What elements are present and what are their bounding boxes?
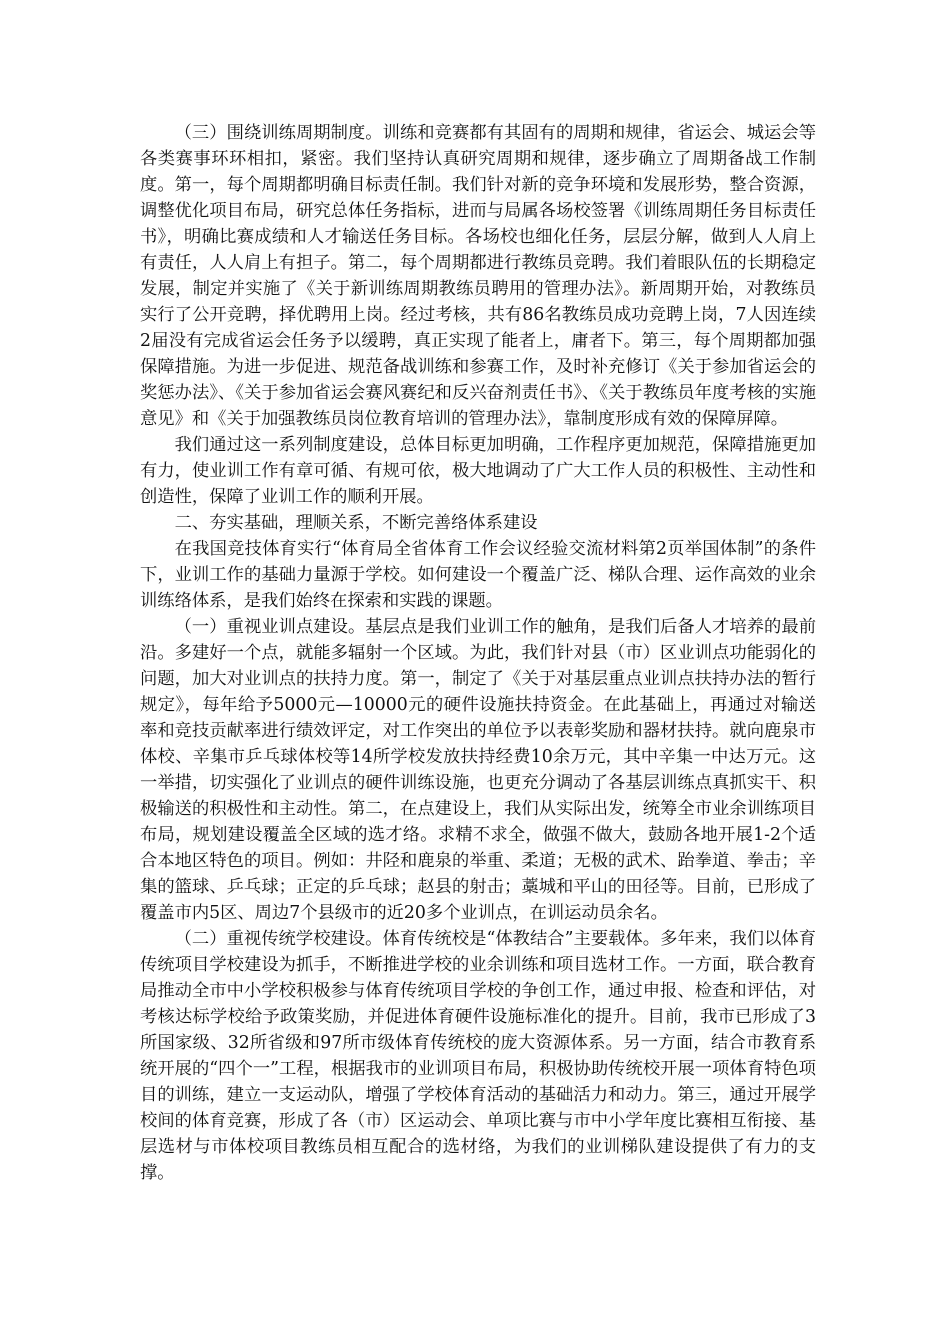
paragraph-national-system: 在我国竞技体育实行“体育局全省体育工作会议经验交流材料第2页举国体制”的条件下，业训工作的基础力量源于学校。如何建设一个覆盖广泛、梯队合理、运作高效的业余训练络体系，是我们始终在探索和实践的课题。 [140,539,816,611]
paragraph-training-points: （一）重视业训点建设。基层点是我们业训工作的触角，是我们后备人才培养的最前沿。多建好一个点，就能多辐射一个区域。为此，我们针对县（市）区业训点功能弱化的问题，加大对业训点的扶持力度。第一，制定了《关于对基层重点业训点扶持办法的暂行规定》，每年给予5000元—10000元的硬件设施扶持资金。在此基础上，再通过对输送率和竞技贡献率进行绩效评定，对工作突出的单位予以表彰奖励和器材扶持。就向鹿泉市体校、辛集市乒乓球体校等14所学校发放扶持经费10余万元，其中辛集一中达万元。这一举措，切实强化了业训点的硬件训练设施，也更充分调动了各基层训练点真抓实干、积极输送的积极性和主动性。第二，在点建设上，我们从实际出发，统筹全市业余训练项目布局，规划建设覆盖全区域的选才络。求精不求全，做强不做大，鼓励各地开展1-2个适合本地区特色的项目。例如：井陉和鹿泉的举重、柔道；无极的武术、跆拳道、拳击；辛集的篮球、乒乓球；正定的乒乓球；赵县的射击；藁城和平山的田径等。目前，已形成了覆盖市内5区、周边7个县级市的近20多个业训点，在训运动员余名。 [140,617,816,923]
paragraph-traditional-schools: （二）重视传统学校建设。体育传统校是“体教结合”主要载体。多年来，我们以体育传统项目学校建设为抓手，不断推进学校的业余训练和项目选材工作。一方面，联合教育局推动全市中小学校积极参与体育传统项目学校的争创工作，通过申报、检查和评估，对考核达标学校给予政策奖励，并促进体育硬件设施标准化的提升。目前，我市已形成了3所国家级、32所省级和97所市级体育传统校的庞大资源体系。另一方面，结合市教育系统开展的“四个一”工程，根据我市的业训项目布局，积极协助传统校开展一项体育特色项目的训练，建立一支运动队，增强了学校体育活动的基础活力和动力。第三，通过开展学校间的体育竞赛，形成了各（市）区运动会、单项比赛与市中小学年度比赛相互衔接、基层选材与市体校项目教练员相互配合的选材络，为我们的业训梯队建设提供了有力的支撑。 [140,929,816,1183]
document-body [140,120,816,1186]
paragraph-training-cycle: （三）围绕训练周期制度。训练和竞赛都有其固有的周期和规律，省运会、城运会等各类赛事环环相扣，紧密。我们坚持认真研究周期和规律，逐步确立了周期备战工作制度。第一，每个周期都明确目标责任制。我们针对新的竞争环境和发展形势，整合资源，调整优化项目布局，研究总体任务指标，进而与局属各场校签署《训练周期任务目标责任书》，明确比赛成绩和人才输送任务目标。各场校也细化任务，层层分解，做到人人肩上有责任，人人肩上有担子。第二，每个周期都进行教练员竞聘。我们着眼队伍的长期稳定发展，制定并实施了《关于新训练周期教练员聘用的管理办法》。新周期开始，对教练员实行了公开竞聘，择优聘用上岗。经过考核，共有86名教练员成功竞聘上岗，7人因连续2届没有完成省运会任务予以缓聘，真正实现了能者上，庸者下。第三，每个周期都加强保障措施。为进一步促进、规范备战训练和参赛工作，及时补充修订《关于参加省运会的奖惩办法》、《关于参加省运会赛风赛纪和反兴奋剂责任书》、《关于教练员年度考核的实施意见》和《关于加强教练员岗位教育培训的管理办法》，靠制度形成有效的保障屏障。 [140,123,816,429]
section-heading-two: 二、夯实基础，理顺关系，不断完善络体系建设 [174,513,538,533]
paragraph-system-summary: 我们通过这一系列制度建设，总体目标更加明确，工作程序更加规范，保障措施更加有力，使业训工作有章可循、有规可依，极大地调动了广大工作人员的积极性、主动性和创造性，保障了业训工作的顺利开展。 [140,435,816,507]
